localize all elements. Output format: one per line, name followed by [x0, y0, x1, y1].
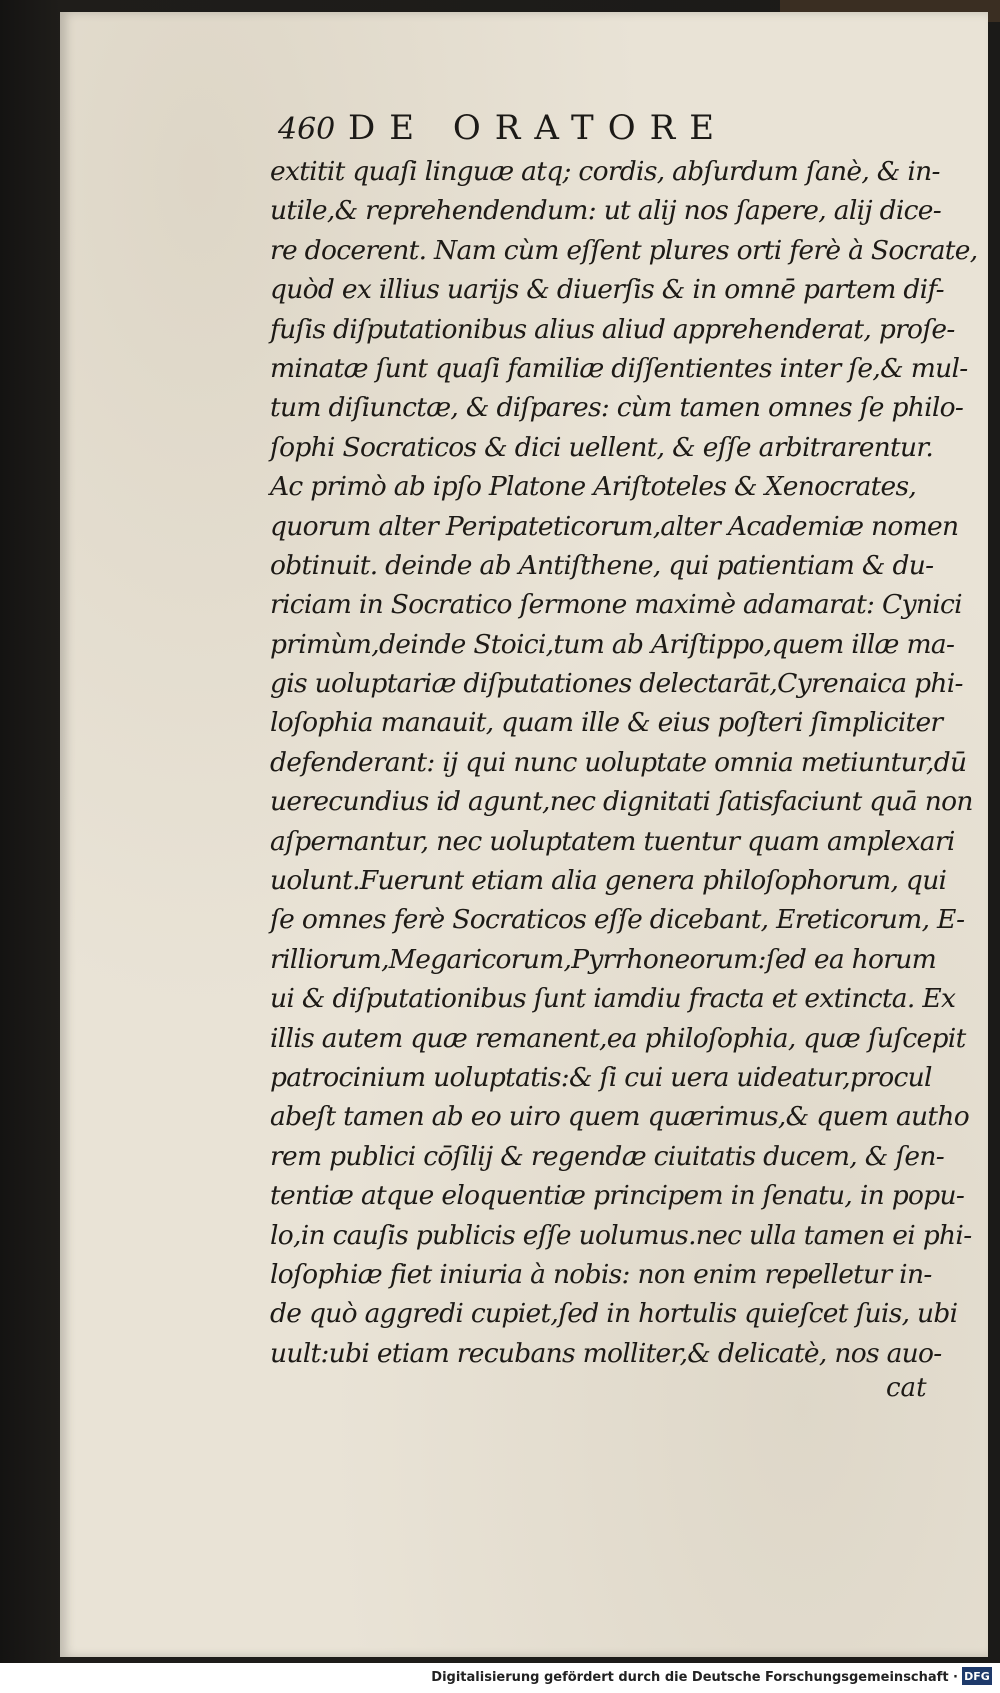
- text-line: tentiæ atque eloquentiæ principem in ſenatu, in popu-: [270, 1180, 965, 1212]
- text-line: abeſt tamen ab eo uiro quem quærimus,& quem autho: [270, 1101, 969, 1133]
- text-line: uolunt.Fuerunt etiam alia genera philoſophorum, qui: [270, 865, 947, 897]
- text-line: rem publici cōſilij & regendæ ciuitatis ducem, & ſen-: [270, 1140, 945, 1172]
- text-line: uerecundius id agunt,nec dignitati ſatisfaciunt quā non: [270, 786, 973, 818]
- text-line: riciam in Socratico ſermone maximè adamarat: Cynici: [270, 589, 962, 621]
- text-line: primùm,deinde Stoici,tum ab Ariſtippo,quem illæ ma-: [270, 628, 955, 660]
- text-line: loſophia manauit, quam ille & eius poſteri ſimpliciter: [270, 707, 943, 739]
- text-line: loſophiæ fiet iniuria à nobis: non enim repelletur in-: [270, 1258, 932, 1290]
- text-line: quorum alter Peripateticorum,alter Academiæ nomen: [270, 510, 959, 542]
- text-line: utile,& reprehendendum: ut alij nos ſapere, alij dice-: [270, 195, 942, 227]
- text-line: fuſis diſputationibus alius aliud apprehenderat, proſe-: [270, 313, 955, 345]
- text-line: de quò aggredi cupiet,ſed in hortulis quieſcet ſuis, ubi: [270, 1298, 958, 1330]
- text-line: ſophi Socraticos & dici uellent, & eſſe arbitrarentur.: [270, 431, 934, 463]
- text-line: extitit quaſi linguæ atq; cordis, abſurdum ſanè, & in-: [270, 156, 940, 187]
- text-line: quòd ex illius uarijs & diuerſis & in omnē partem dif-: [270, 274, 944, 306]
- catchword: cat: [886, 1373, 927, 1403]
- text-line: obtinuit. deinde ab Antiſthene, qui patientiam & du-: [270, 549, 934, 581]
- text-line: lo,in cauſis publicis eſſe uolumus.nec ulla tamen ei phi-: [270, 1219, 972, 1251]
- page-number: 460: [278, 112, 336, 147]
- text-line: patrocinium uoluptatis:& ſi cui uera uideatur,procul: [270, 1061, 932, 1093]
- text-line: ui & diſputationibus ſunt iamdiu fracta et extincta. Ex: [270, 983, 956, 1015]
- text-line: re docerent. Nam cùm eſſent plures orti ferè à Socrate,: [270, 234, 978, 266]
- text-line: uult:ubi etiam recubans molliter,& delicatè, nos auo-: [270, 1337, 942, 1369]
- page-header: [278, 108, 798, 152]
- text-line: tum diſiunctæ, & diſpares: cùm tamen omnes ſe philo-: [270, 392, 964, 424]
- running-title: DE ORATORE: [348, 108, 729, 148]
- text-line: aſpernantur, nec uoluptatem tuentur quam amplexari: [270, 825, 955, 857]
- text-line: ſe omnes ferè Socraticos eſſe dicebant, Ereticorum, E-: [270, 904, 965, 936]
- text-line: Ac primò ab ipſo Platone Ariſtoteles & Xenocrates,: [270, 471, 917, 503]
- dfg-logo: DFG: [962, 1667, 992, 1685]
- text-line: gis uoluptariæ diſputationes delectarāt,Cyrenaica phi-: [270, 668, 963, 700]
- text-line: rilliorum,Megaricorum,Pyrrhoneorum:ſed ea horum: [270, 943, 937, 975]
- text-line: minatæ ſunt quaſi familiæ diſſentientes inter ſe,& mul-: [270, 352, 968, 384]
- funding-credit: Digitalisierung gefördert durch die Deutsche Forschungsgemeinschaft ·: [431, 1670, 958, 1685]
- body-text: [270, 152, 978, 1373]
- text-line: illis autem quæ remanent,ea philoſophia, quæ ſuſcepit: [270, 1022, 966, 1054]
- text-line: defenderant: ij qui nunc uoluptate omnia metiuntur,dū: [270, 746, 967, 778]
